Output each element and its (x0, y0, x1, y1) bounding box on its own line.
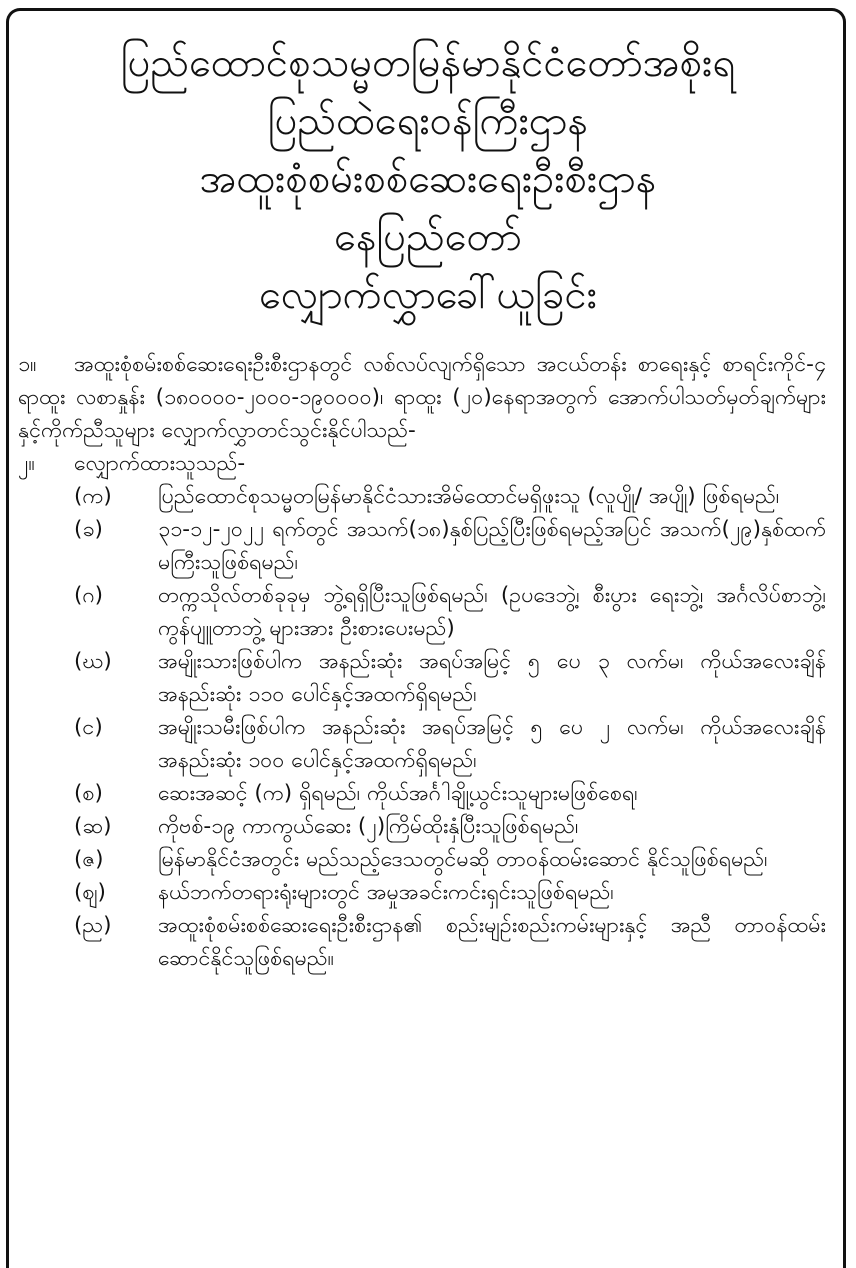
header-block (0, 34, 856, 324)
list-item (74, 579, 826, 645)
list-item (74, 645, 826, 711)
section-1-text: အထူးစုံစမ်းစစ်ဆေးရေးဦးစီးဌာနတွင် လစ်လပ်လျက်ရှိသော အငယ်တန်း စာရေးနှင့် စာရင်းကိုင်-၄ ရာထူး လစာနှုန်း (၁၈၀၀၀၀-၂၀၀၀-၁၉၀၀၀၀)၊ ရာထူး (၂၀)နေရာအတွက် အောက်ပါသတ်မှတ်ချက်များနှင့်ကိုက်ညီသူများ လျှောက်လွှာတင်သွင်းနိုင်ပါသည်- (18, 352, 826, 443)
list-item (74, 810, 826, 843)
item-mark: (ဇ) (74, 847, 104, 872)
title-ministry: ပြည်ထဲရေးဝန်ကြီးဌာန (267, 98, 589, 144)
item-mark: (က) (74, 484, 112, 509)
section-2-heading (18, 447, 826, 480)
list-item (74, 480, 826, 513)
list-item (74, 777, 826, 810)
item-mark: (ဂ) (74, 583, 104, 608)
title-government: ပြည်ထောင်စုသမ္မတမြန်မာနိုင်ငံတော်အစိုးရ (120, 40, 736, 86)
item-text: ဆေးအဆင့် (က) ရှိရမည်၊ ကိုယ်အင်္ဂါချို့ယွင်းသူများမဖြစ်စေရ၊ (158, 781, 638, 806)
title-city: နေပြည်တော် (334, 214, 522, 260)
item-text: အမျိုးသမီးဖြစ်ပါက အနည်းဆုံး အရပ်အမြင့် ၅ ပေ ၂ လက်မ၊ ကိုယ်အလေးချိန် အနည်းဆုံး ၁၀၀ ပေါင်နှင့်အထက်ရှိရမည်၊ (158, 715, 826, 773)
item-mark: (ဈ) (74, 880, 106, 905)
list-item (74, 909, 826, 975)
document-body (18, 348, 826, 975)
list-item (74, 843, 826, 876)
section-1-number: ၁။ (18, 352, 37, 377)
item-mark: (ဆ) (74, 814, 112, 839)
title-department: အထူးစုံစမ်းစစ်ဆေးရေးဦးစီးဌာန (199, 156, 657, 202)
item-text: နယ်ဘက်တရားရုံးများတွင် အမှုအခင်းကင်းရှင်းသူဖြစ်ရမည်၊ (158, 880, 614, 905)
item-text: အထူးစုံစမ်းစစ်ဆေးရေးဦးစီးဌာန၏ စည်းမျဉ်းစည်းကမ်းများနှင့် အညီ တာဝန်ထမ်းဆောင်နိုင်သူဖြစ်ရမည်။ (158, 913, 826, 971)
list-item (74, 711, 826, 777)
title-announcement: လျှောက်လွှာခေါ်ယူခြင်း (259, 272, 597, 318)
item-mark: (စ) (74, 781, 103, 806)
item-mark: (ဃ) (74, 649, 112, 674)
list-item (74, 876, 826, 909)
item-mark: (ခ) (74, 517, 103, 542)
section-2-heading-text: လျှောက်ထားသူသည်- (74, 451, 246, 476)
section-2 (18, 447, 826, 975)
item-text: အမျိုးသားဖြစ်ပါက အနည်းဆုံး အရပ်အမြင့် ၅ ပေ ၃ လက်မ၊ ကိုယ်အလေးချိန် အနည်းဆုံး ၁၁၀ ပေါင်နှင့်အထက်ရှိရမည်၊ (158, 649, 826, 707)
item-text: ကိုဗစ်-၁၉ ကာကွယ်ဆေး (၂)ကြိမ်ထိုးနှံပြီးသူဖြစ်ရမည်၊ (158, 814, 579, 839)
item-text: တက္ကသိုလ်တစ်ခုခုမှ ဘွဲ့ရရှိပြီးသူဖြစ်ရမည်၊ (ဥပဒေဘွဲ့၊ စီးပွား ရေးဘွဲ့၊ အင်္ဂလိပ်စာဘွဲ့၊ ကွန်ပျူတာဘွဲ့ များအား ဦးစားပေးမည်) (158, 583, 826, 641)
item-text: ၃၁-၁၂-၂၀၂၂ ရက်တွင် အသက်(၁၈)နှစ်ပြည့်ပြီးဖြစ်ရမည့်အပြင် အသက်(၂၉)နှစ်ထက်မကြီးသူဖြစ်ရမည်၊ (158, 517, 826, 575)
section-2-number: ၂။ (18, 451, 36, 476)
item-text: မြန်မာနိုင်ငံအတွင်း မည်သည့်ဒေသတွင်မဆို တာဝန်ထမ်းဆောင် နိုင်သူဖြစ်ရမည်၊ (158, 847, 768, 872)
section-1 (18, 348, 826, 447)
list-item (74, 513, 826, 579)
item-mark: (ည) (74, 913, 112, 938)
item-mark: (င) (74, 715, 103, 740)
item-text: ပြည်ထောင်စုသမ္မတမြန်မာနိုင်ငံသားအိမ်ထောင်မရှိဖူးသူ (လူပျို/ အပျို) ဖြစ်ရမည်၊ (158, 484, 780, 509)
